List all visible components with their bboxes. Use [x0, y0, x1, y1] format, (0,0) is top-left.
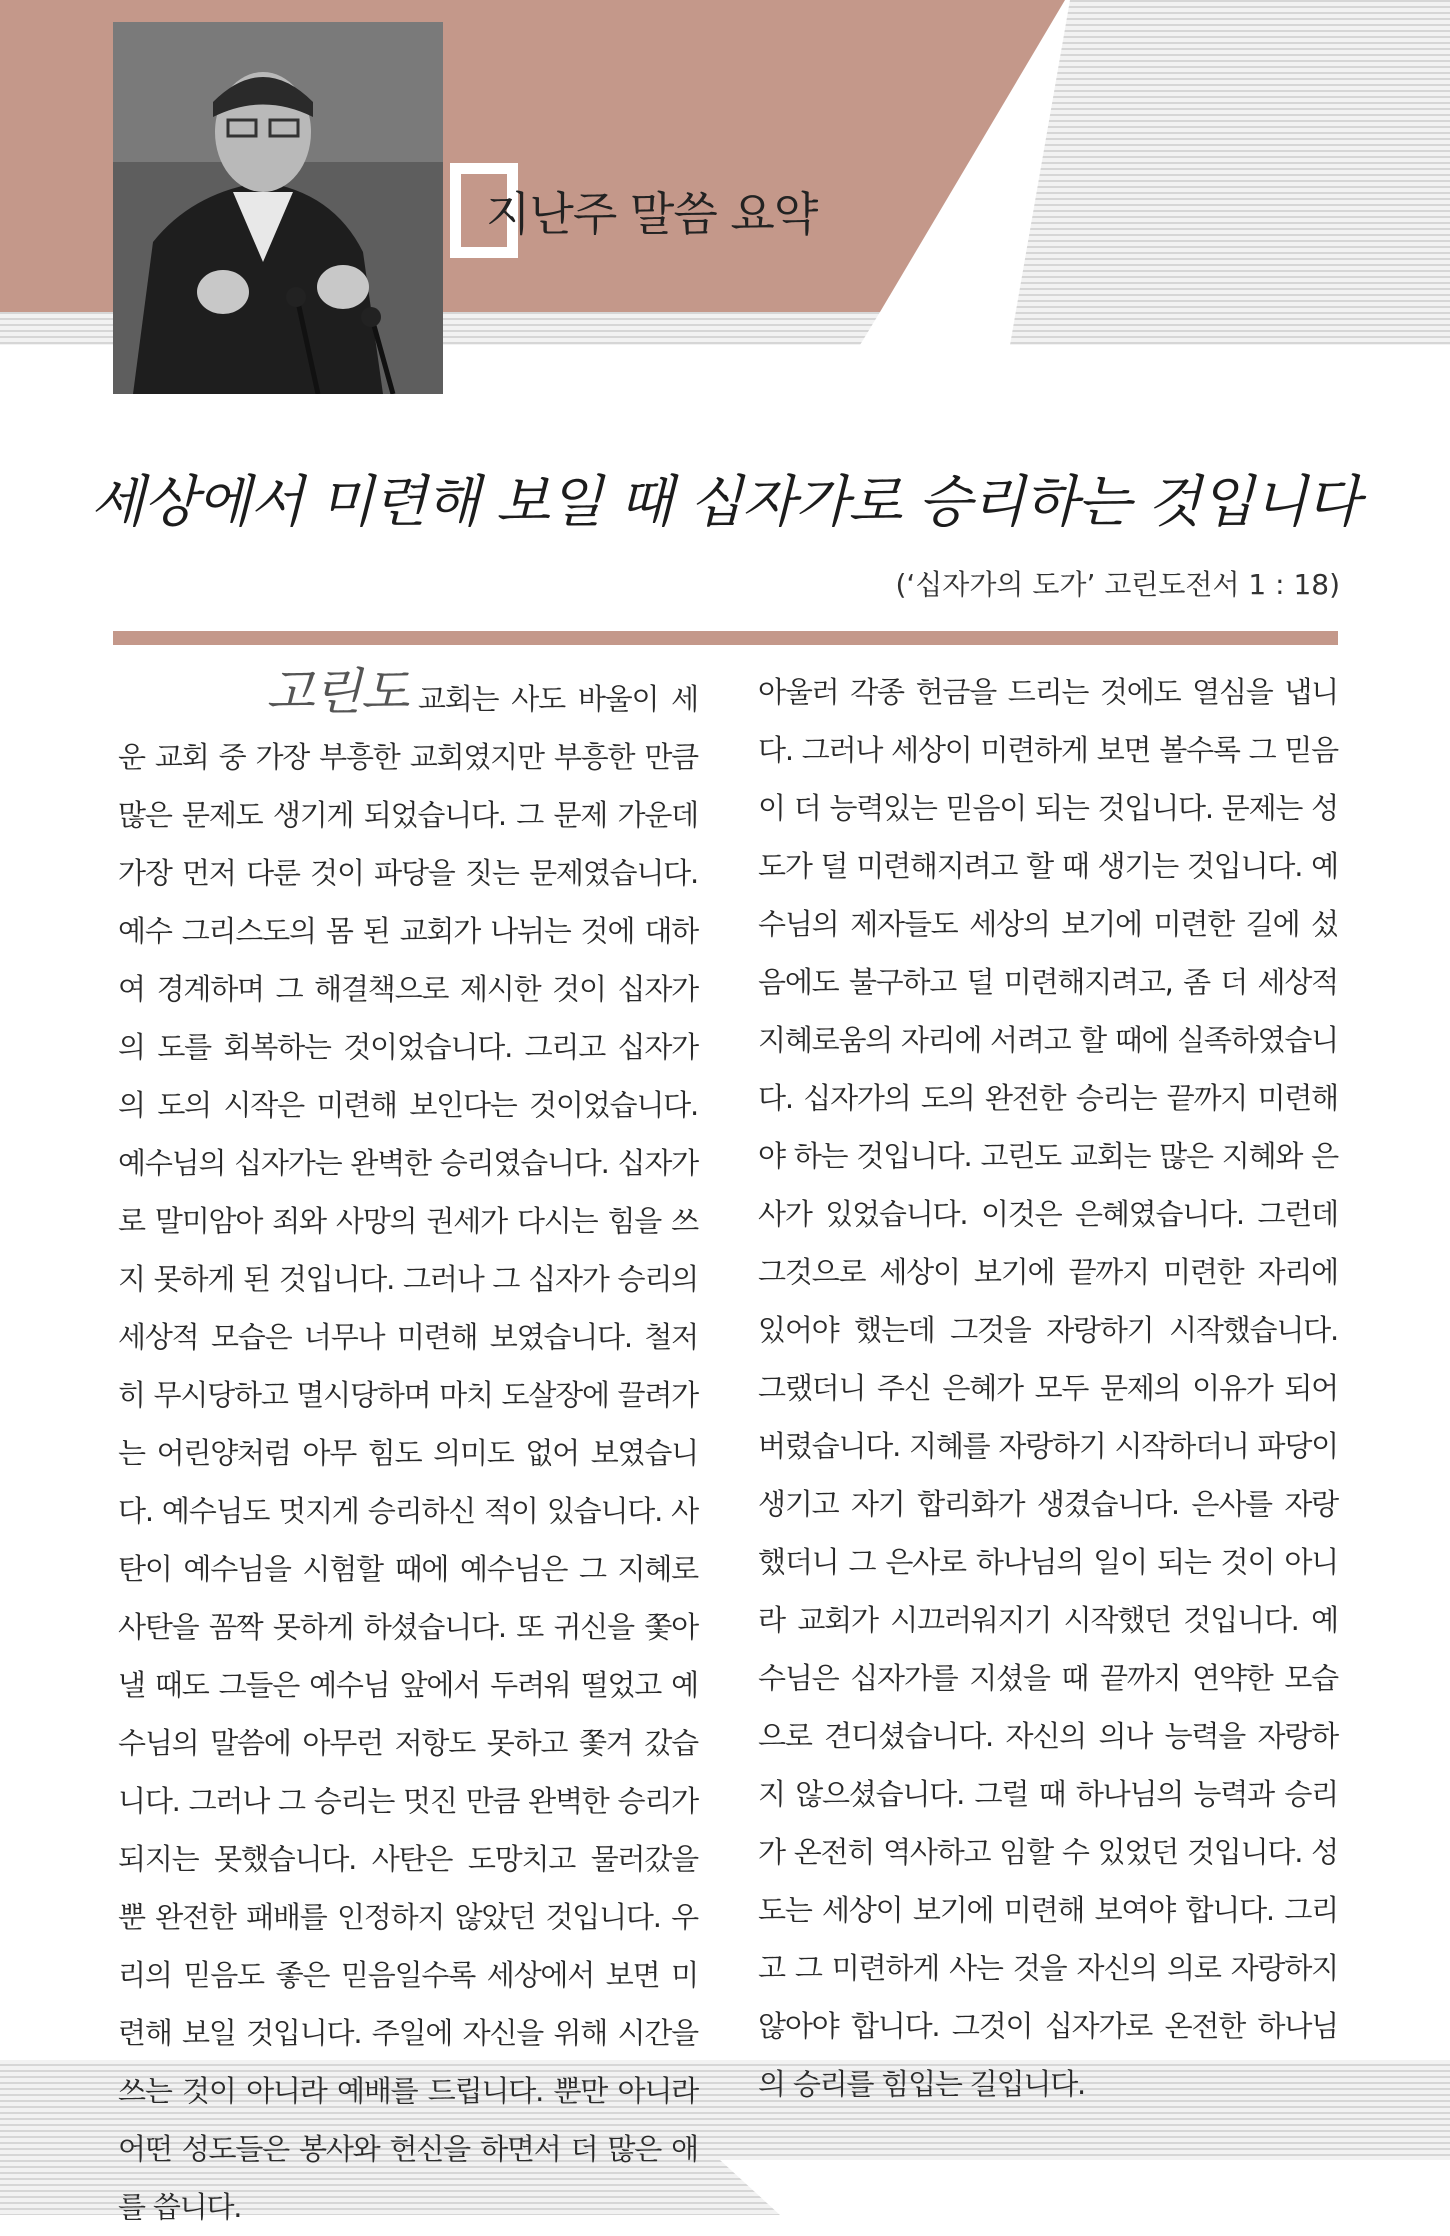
right-column-text: 아울러 각종 헌금을 드리는 것에도 열심을 냅니다. 그러나 세상이 미련하게 보면 볼수록 그 믿음이 더 능력있는 믿음이 되는 것입니다. 문제는 성도가 덜 미련해지려고 할 때 생기는 것입니다. 예수님의 제자들도 세상의 보기에 미련한 길에 섰음에도 불구하고 덜 미련해지려고, 좀 더 세상적 지혜로움의 자리에 서려고 할 때에 실족하였습니다. 십자가의 도의 완전한 승리는 끝까지 미련해야 하는 것입니다. 고린도 교회는 많은 지혜와 은사가 있었습니다. 이것은 은혜였습니다. 그런데 그것으로 세상이 보기에 끝까지 미련한 자리에 있어야 했는데 그것을 자랑하기 시작했습니다. 그랬더니 주신 은혜가 모두 문제의 이유가 되어버렸습니다. 지혜를 자랑하기 시작하더니 파당이 생기고 자기 합리화가 생겼습니다. 은사를 자랑했더니 그 은사로 하나님의 일이 되는 것이 아니라 교회가 시끄러워지기 시작했던 것입니다. 예수님은 십자가를 지셨을 때 끝까지 연약한 모습으로 견디셨습니다. 자신의 의나 능력을 자랑하지 않으셨습니다. 그럴 때 하나님의 능력과 승리가 온전히 역사하고 임할 수 있었던 것입니다. 성도는 세상이 보기에 미련해 보여야 합니다. 그리고 그 미련하게 사는 것을 자신의 의로 자랑하지 않아야 합니다. 그것이 십자가로 온전한 하나님의 승리를 힘입는 길입니다. — [758, 675, 1338, 2101]
left-column — [118, 663, 698, 2236]
scripture-reference: (‘십자가의 도가’ 고린도전서 1 : 18) — [895, 568, 1340, 601]
sermon-title: 세상에서 미련해 보일 때 십자가로 승리하는 것입니다 — [90, 470, 1360, 535]
lead-word: 고린도 — [266, 663, 408, 721]
top-gray-band — [1010, 0, 1450, 345]
right-column — [758, 663, 1338, 2113]
section-label: 지난주 말씀 요약 — [486, 187, 818, 241]
speaker-photo — [113, 22, 443, 394]
divider-rule — [113, 631, 1338, 645]
bottom-white-wedge — [720, 2160, 1450, 2215]
left-column-text: 교회는 사도 바울이 세운 교회 중 가장 부흥한 교회였지만 부흥한 만큼 많은 문제도 생기게 되었습니다. 그 문제 가운데 가장 먼저 다룬 것이 파당을 짓는 문제였습니다. 예수 그리스도의 몸 된 교회가 나뉘는 것에 대하여 경계하며 그 해결책으로 제시한 것이 십자가의 도를 회복하는 것이었습니다. 그리고 십자가의 도의 시작은 미련해 보인다는 것이었습니다. 예수님의 십자가는 완벽한 승리였습니다. 십자가로 말미암아 죄와 사망의 권세가 다시는 힘을 쓰지 못하게 된 것입니다. 그러나 그 십자가 승리의 세상적 모습은 너무나 미련해 보였습니다. 철저히 무시당하고 멸시당하며 마치 도살장에 끌려가는 어린양처럼 아무 힘도 의미도 없어 보였습니다. 예수님도 멋지게 승리하신 적이 있습니다. 사탄이 예수님을 시험할 때에 예수님은 그 지혜로 사탄을 꼼짝 못하게 하셨습니다. 또 귀신을 쫓아낼 때도 그들은 예수님 앞에서 두려워 떨었고 예수님의 말씀에 아무런 저항도 못하고 쫓겨 갔습니다. 그러나 그 승리는 멋진 만큼 완벽한 승리가 되지는 못했습니다. 사탄은 도망치고 물러갔을 뿐 완전한 패배를 인정하지 않았던 것입니다. 우리의 믿음도 좋은 믿음일수록 세상에서 보면 미련해 보일 것입니다. 주일에 자신을 위해 시간을 쓰는 것이 아니라 예배를 드립니다. 뿐만 아니라 어떤 성도들은 봉사와 헌신을 하면서 더 많은 애를 씁니다. — [118, 682, 698, 2224]
